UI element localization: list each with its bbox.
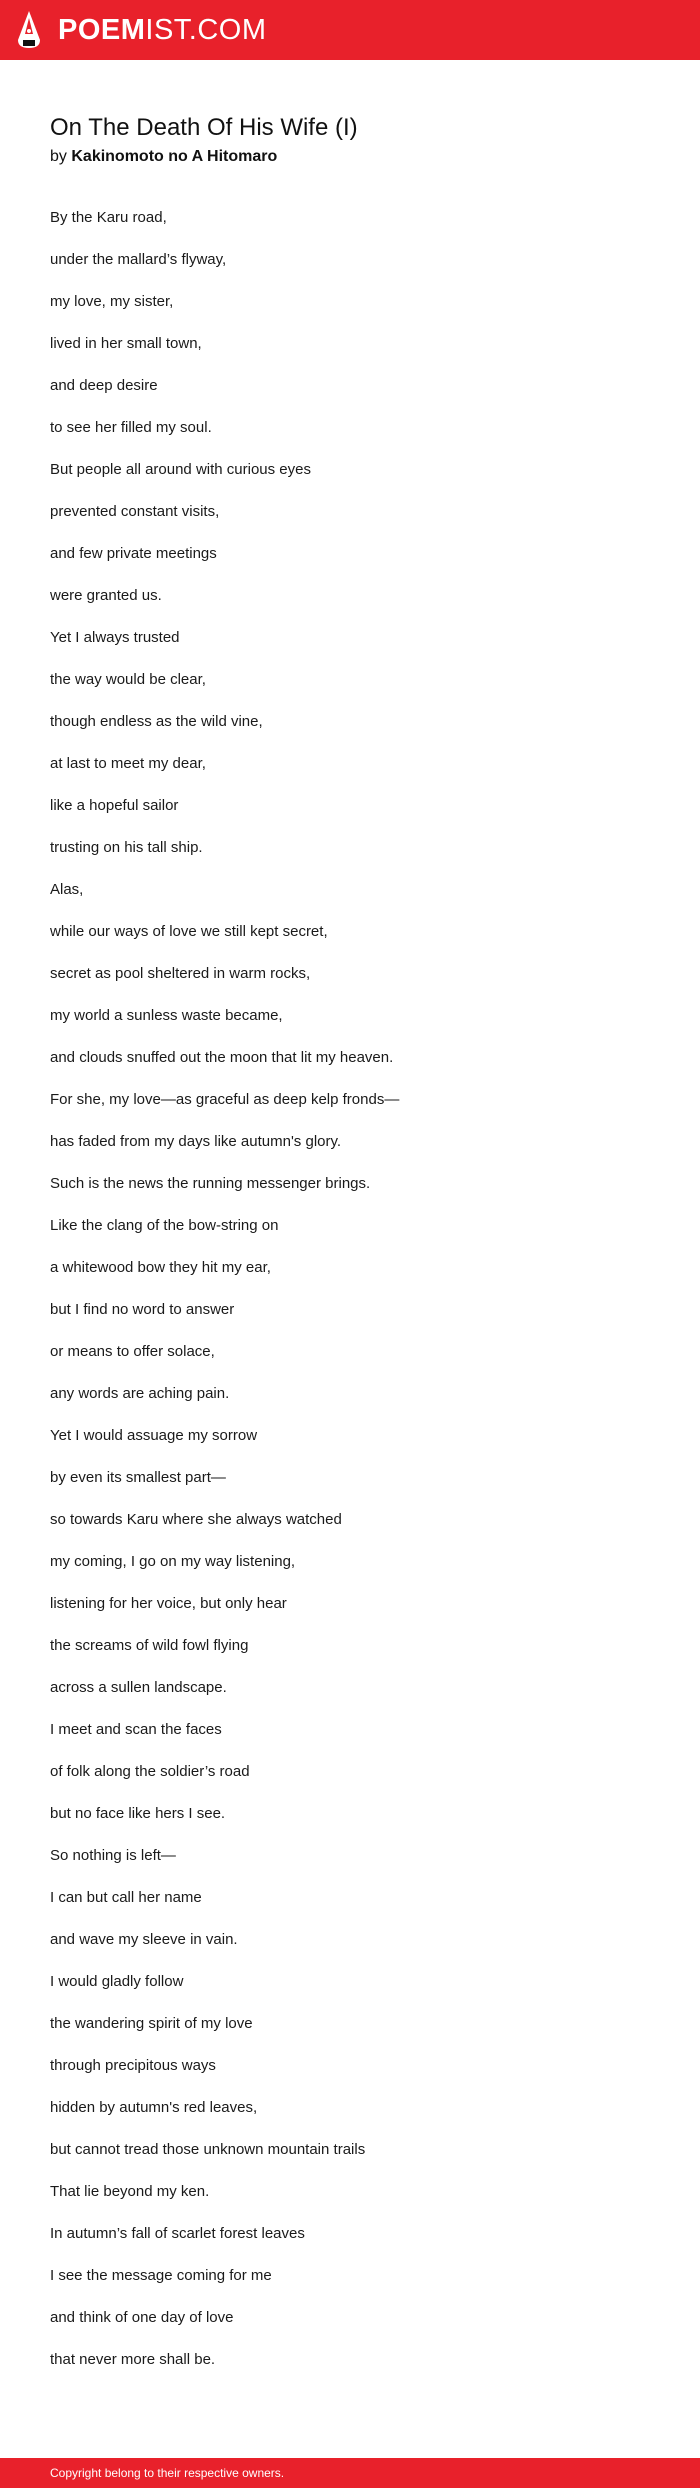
poem-line: by even its smallest part— [50,1469,226,1486]
poem-line: So nothing is left— [50,1847,176,1864]
site-wordmark [58,0,267,60]
poem-body [50,208,650,2392]
site-header [0,0,700,60]
poem-line: any words are aching pain. [50,1385,230,1402]
poem-line: a whitewood bow they hit my ear, [50,1259,271,1276]
poem-line: my coming, I go on my way listening, [50,1553,296,1570]
poem-line: That lie beyond my ken. [50,2183,210,2200]
poem-line: my world a sunless waste became, [50,1007,283,1024]
poem-line: But people all around with curious eyes [50,461,311,478]
poem-line: were granted us. [50,587,162,604]
poem-line: under the mallard’s flyway, [50,251,227,268]
site-logo[interactable] [16,0,267,60]
copyright-notice: Copyright belong to their respective owners. [50,2466,285,2480]
byline-prefix: by [50,148,67,165]
poem-line: For she, my love—as graceful as deep kelp fronds— [50,1091,400,1108]
poem-line: has faded from my days like autumn's glory. [50,1133,342,1150]
poem-line: and deep desire [50,377,158,394]
poem-line: and wave my sleeve in vain. [50,1931,238,1948]
poem-line: the screams of wild fowl flying [50,1637,249,1654]
poem-line: but I find no word to answer [50,1301,235,1318]
poem-line: By the Karu road, [50,209,167,226]
poem-line: the way would be clear, [50,671,206,688]
poem-line: but cannot tread those unknown mountain trails [50,2141,366,2158]
poem-author[interactable]: Kakinomoto no A Hitomaro [71,148,278,165]
poem-line: Alas, [50,881,84,898]
poem-line: I meet and scan the faces [50,1721,222,1738]
poem-line: Like the clang of the bow-string on [50,1217,279,1234]
poem-line: like a hopeful sailor [50,797,179,814]
poem-line: and clouds snuffed out the moon that lit my heaven. [50,1049,394,1066]
poem-line: to see her filled my soul. [50,419,212,436]
poem-line: I would gladly follow [50,1973,184,1990]
poem-line: that never more shall be. [50,2351,216,2368]
poem-line: listening for her voice, but only hear [50,1595,287,1612]
wordmark-thin: IST.COM [145,14,267,46]
poem-line: I can but call her name [50,1889,202,1906]
poem-line: secret as pool sheltered in warm rocks, [50,965,311,982]
poem-line: hidden by autumn's red leaves, [50,2099,258,2116]
poem-line: through precipitous ways [50,2057,216,2074]
poem-line: I see the message coming for me [50,2267,272,2284]
poem-line: my love, my sister, [50,293,174,310]
poem-line: but no face like hers I see. [50,1805,226,1822]
poem-title: On The Death Of His Wife (I) [50,114,358,141]
poem-line: and think of one day of love [50,2309,234,2326]
site-footer [0,2458,700,2488]
poem-line: Such is the news the running messenger brings. [50,1175,371,1192]
poem-line: or means to offer solace, [50,1343,215,1360]
wordmark-bold: POEM [58,14,146,46]
poem-content [50,112,650,2408]
poem-line: prevented constant visits, [50,503,220,520]
poem-line: lived in her small town, [50,335,202,352]
pen-nib-icon [16,10,42,50]
poem-line: trusting on his tall ship. [50,839,203,856]
poem-line: across a sullen landscape. [50,1679,227,1696]
poem-byline [50,146,650,168]
poem-line: Yet I always trusted [50,629,180,646]
poem-line: while our ways of love we still kept secret, [50,923,328,940]
poem-line: at last to meet my dear, [50,755,206,772]
poem-line: though endless as the wild vine, [50,713,263,730]
poem-line: and few private meetings [50,545,217,562]
poem-line: so towards Karu where she always watched [50,1511,342,1528]
poem-line: of folk along the soldier’s road [50,1763,250,1780]
poem-line: the wandering spirit of my love [50,2015,253,2032]
poem-line: In autumn’s fall of scarlet forest leaves [50,2225,305,2242]
poem-line: Yet I would assuage my sorrow [50,1427,258,1444]
